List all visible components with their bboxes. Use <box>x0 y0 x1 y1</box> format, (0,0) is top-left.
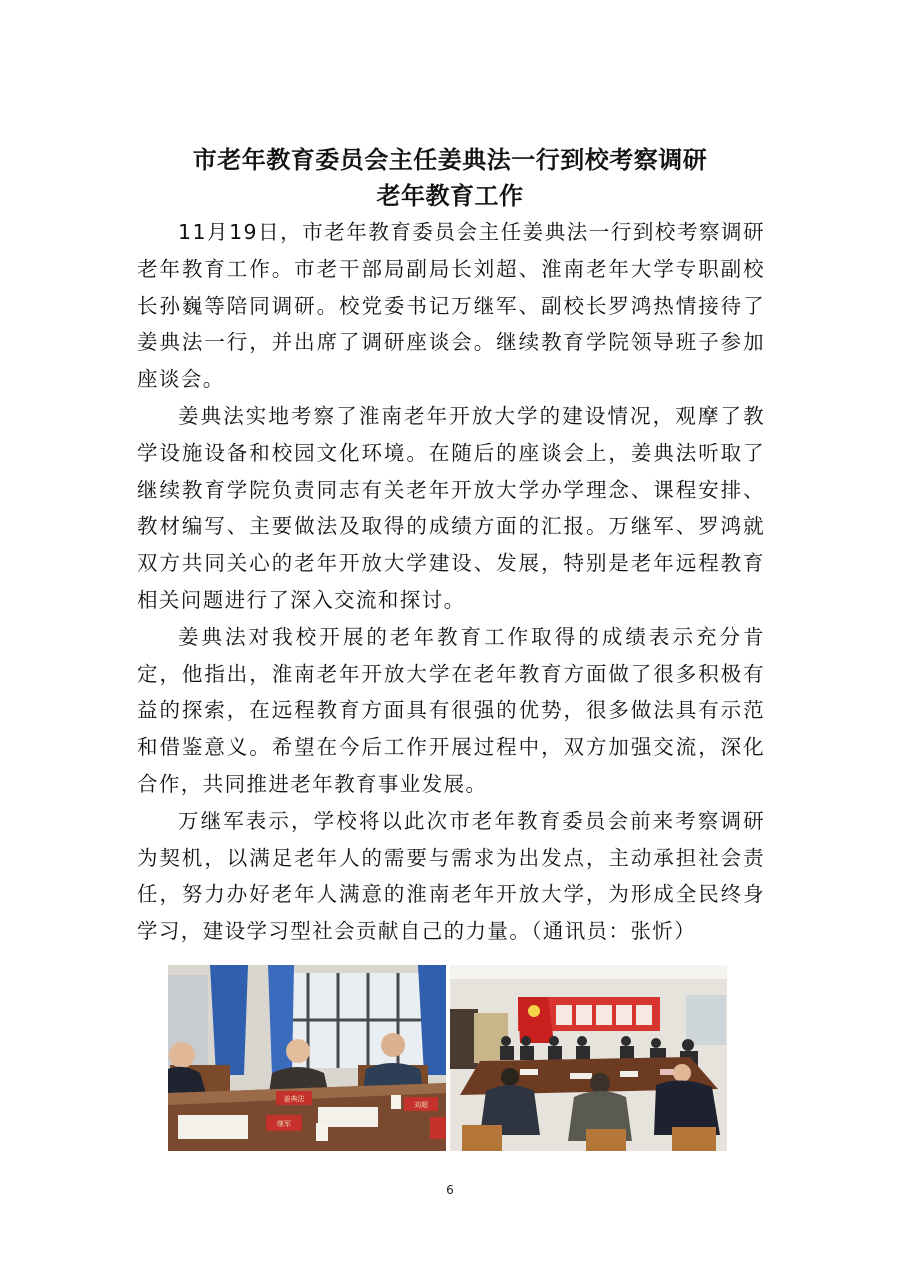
article-body <box>137 214 765 950</box>
nameplate-3: 继军 <box>277 1120 291 1128</box>
article-paragraph-1: 11月19日，市老年教育委员会主任姜典法一行到校考察调研老年教育工作。市老干部局副局长刘超、淮南老年大学专职副校长孙巍等陪同调研。校党委书记万继军、副校长罗鸿热情接待了姜典法一行，并出席了调研座谈会。继续教育学院领导班子参加座谈会。 <box>137 220 765 392</box>
article-title-line-1: 市老年教育委员会主任姜典法一行到校考察调研 <box>192 145 708 174</box>
meeting-photo-discussion <box>450 965 727 1151</box>
nameplate-2: 刘超 <box>414 1101 428 1109</box>
meeting-photo-officials <box>168 965 446 1151</box>
article-paragraph-3: 姜典法对我校开展的老年教育工作取得的成绩表示充分肯定，他指出，淮南老年开放大学在老年教育方面做了很多积极有益的探索，在远程教育方面具有很强的优势，很多做法具有示范和借鉴意义。希望在今后工作开展过程中，双方加强交流，深化合作，共同推进老年教育事业发展。 <box>137 624 765 796</box>
article-paragraph-4: 万继军表示，学校将以此次市老年教育委员会前来考察调研为契机，以满足老年人的需要与需求为出发点，主动承担社会责任，努力办好老年人满意的淮南老年开放大学，为形成全民终身学习，建设学习型社会贡献自己的力量。（通讯员：张忻） <box>137 808 765 944</box>
article-title-line-2: 老年教育工作 <box>376 181 524 210</box>
page-number: 6 <box>446 1183 454 1197</box>
nameplate-1: 姜典法 <box>283 1095 305 1103</box>
article-paragraph-2: 姜典法实地考察了淮南老年开放大学的建设情况，观摩了教学设施设备和校园文化环境。在随后的座谈会上，姜典法听取了继续教育学院负责同志有关老年开放大学办学理念、课程安排、教材编写、主要做法及取得的成绩方面的汇报。万继军、罗鸿就双方共同关心的老年开放大学建设、发展，特别是老年远程教育相关问题进行了深入交流和探讨。 <box>137 403 765 612</box>
